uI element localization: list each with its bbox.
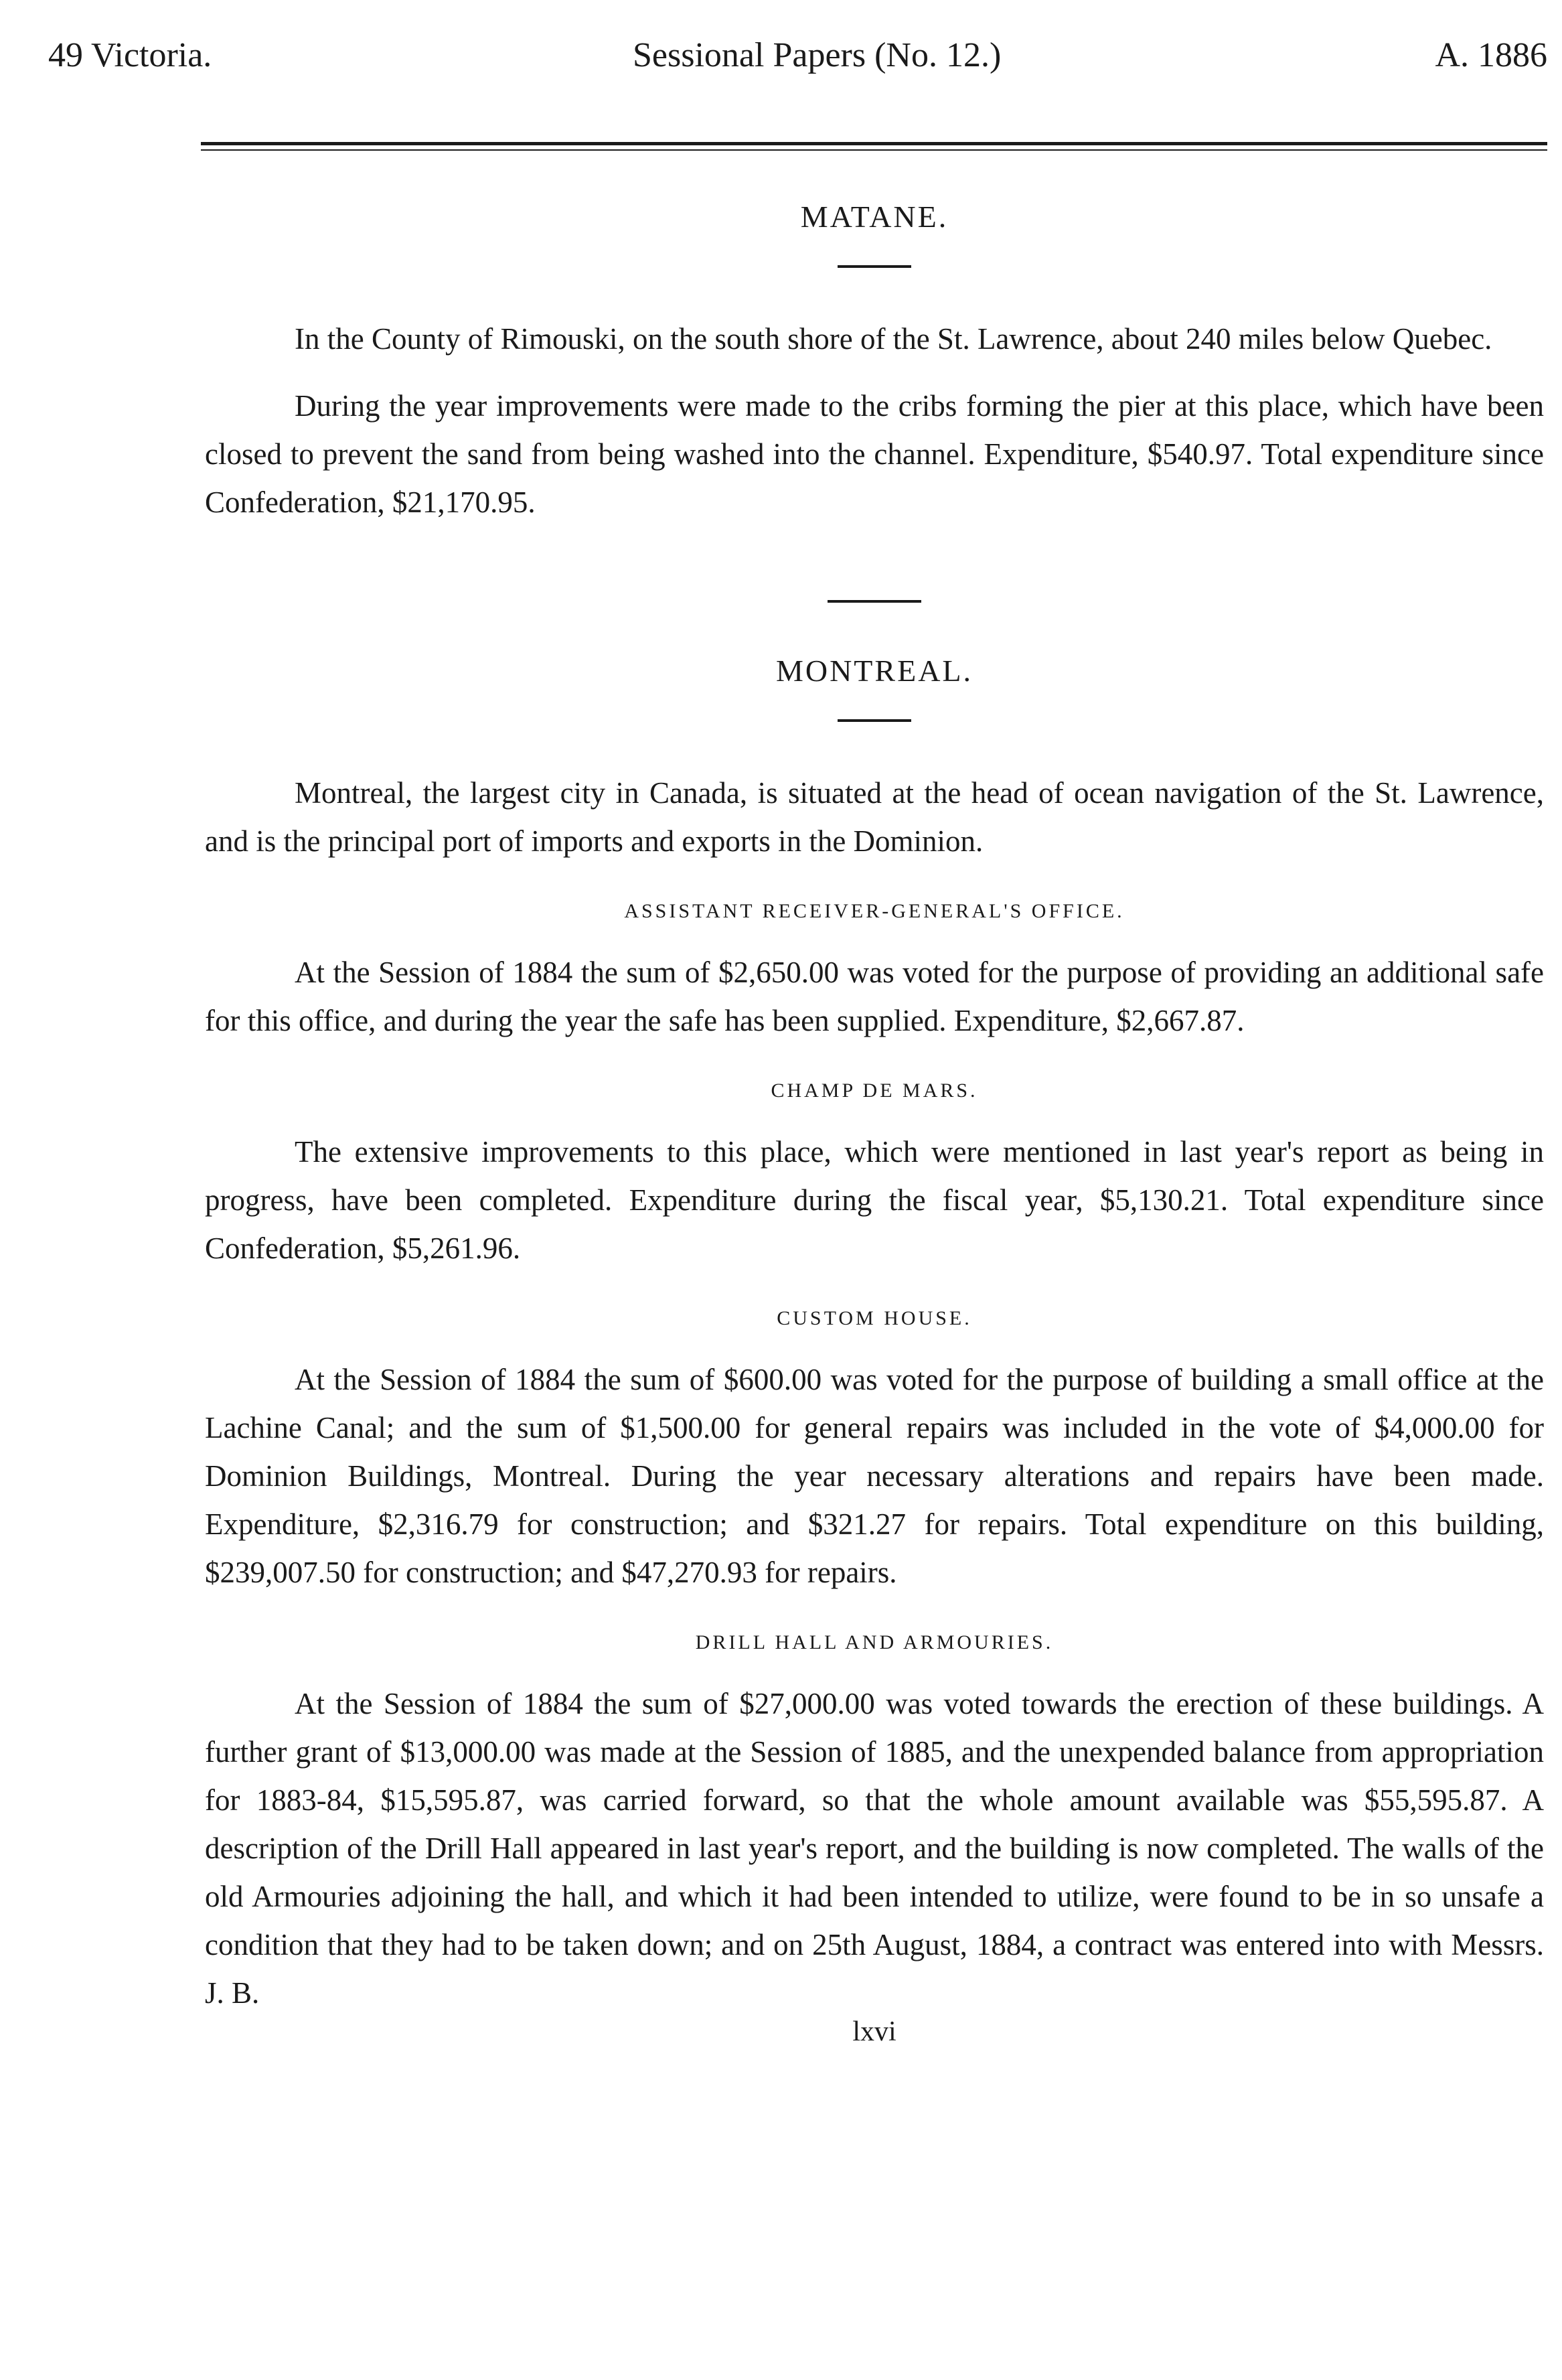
paragraph-champ-de-mars: The extensive improvements to this place, which were mentioned in last year's report as being in progress, have been completed. Expenditure during the fiscal year, $5,130.21. Total expenditure since Confederation, $5,261.96. bbox=[205, 1135, 1544, 1265]
paragraph-montreal-intro: Montreal, the largest city in Canada, is situated at the head of ocean navigation of the St. Lawrence, and is the principal port of imports and exports in the Dominion. bbox=[205, 776, 1544, 858]
header-rule-thin bbox=[201, 149, 1547, 151]
header-series: Sessional Papers (No. 12.) bbox=[633, 36, 1002, 74]
page-body bbox=[205, 161, 1544, 2051]
section-heading-montreal: MONTREAL. bbox=[775, 654, 973, 688]
page-folio: lxvi bbox=[852, 2016, 896, 2047]
section-heading-matane: MATANE. bbox=[800, 200, 949, 234]
header-rule-thick bbox=[201, 142, 1547, 145]
heading-dash bbox=[838, 719, 911, 722]
paragraph-receiver-general: At the Session of 1884 the sum of $2,650.00 was voted for the purpose of providing an additional safe for this office, and during the year the safe has been supplied. Expenditure, $2,667.87. bbox=[205, 956, 1544, 1037]
paragraph-custom-house: At the Session of 1884 the sum of $600.00 was voted for the purpose of building a small office at the Lachine Canal; and the sum of $1,500.00 for general repairs was included in the vote of $4,000.00 for Dominion Buildings, Montreal. During the year necessary alterations and repairs have been made. Expenditure, $2,316.79 for construction; and $321.27 for repairs. Total expenditure on this building, $239,007.50 for construction; and $47,270.93 for repairs. bbox=[205, 1363, 1544, 1589]
paragraph-matane-improvements: During the year improvements were made to the cribs forming the pier at this place, which have been closed to prevent the sand from being washed into the channel. Expenditure, $540.97. Total expenditure since Confederation, $21,170.95. bbox=[205, 389, 1544, 519]
header-year: A. 1886 bbox=[1435, 36, 1547, 74]
header-volume: 49 Victoria. bbox=[48, 36, 212, 74]
subheading-champ-de-mars: CHAMP DE MARS. bbox=[771, 1080, 978, 1102]
running-header bbox=[48, 19, 1547, 92]
subheading-receiver-general: ASSISTANT RECEIVER-GENERAL'S OFFICE. bbox=[624, 900, 1125, 922]
paragraph-drill-hall: At the Session of 1884 the sum of $27,000.00 was voted towards the erection of these buildings. A further grant of $13,000.00 was made at the Session of 1885, and the unexpended balance from appropriation for 1883-84, $15,595.87, was carried forward, so that the whole amount available was $55,595.87. A description of the Drill Hall appeared in last year's report, and the building is now completed. The walls of the old Armouries adjoining the hall, and which it had been intended to utilize, were found to be in so unsafe a condition that they had to be taken down; and on 25th August, 1884, a contract was entered into with Messrs. J. B. bbox=[205, 1687, 1544, 2010]
paragraph-matane-location: In the County of Rimouski, on the south shore of the St. Lawrence, about 240 miles below Quebec. bbox=[295, 322, 1492, 356]
heading-dash bbox=[838, 265, 911, 268]
subheading-custom-house: CUSTOM HOUSE. bbox=[777, 1307, 972, 1329]
subheading-drill-hall: DRILL HALL AND ARMOURIES. bbox=[695, 1631, 1054, 1653]
section-divider bbox=[828, 600, 921, 603]
